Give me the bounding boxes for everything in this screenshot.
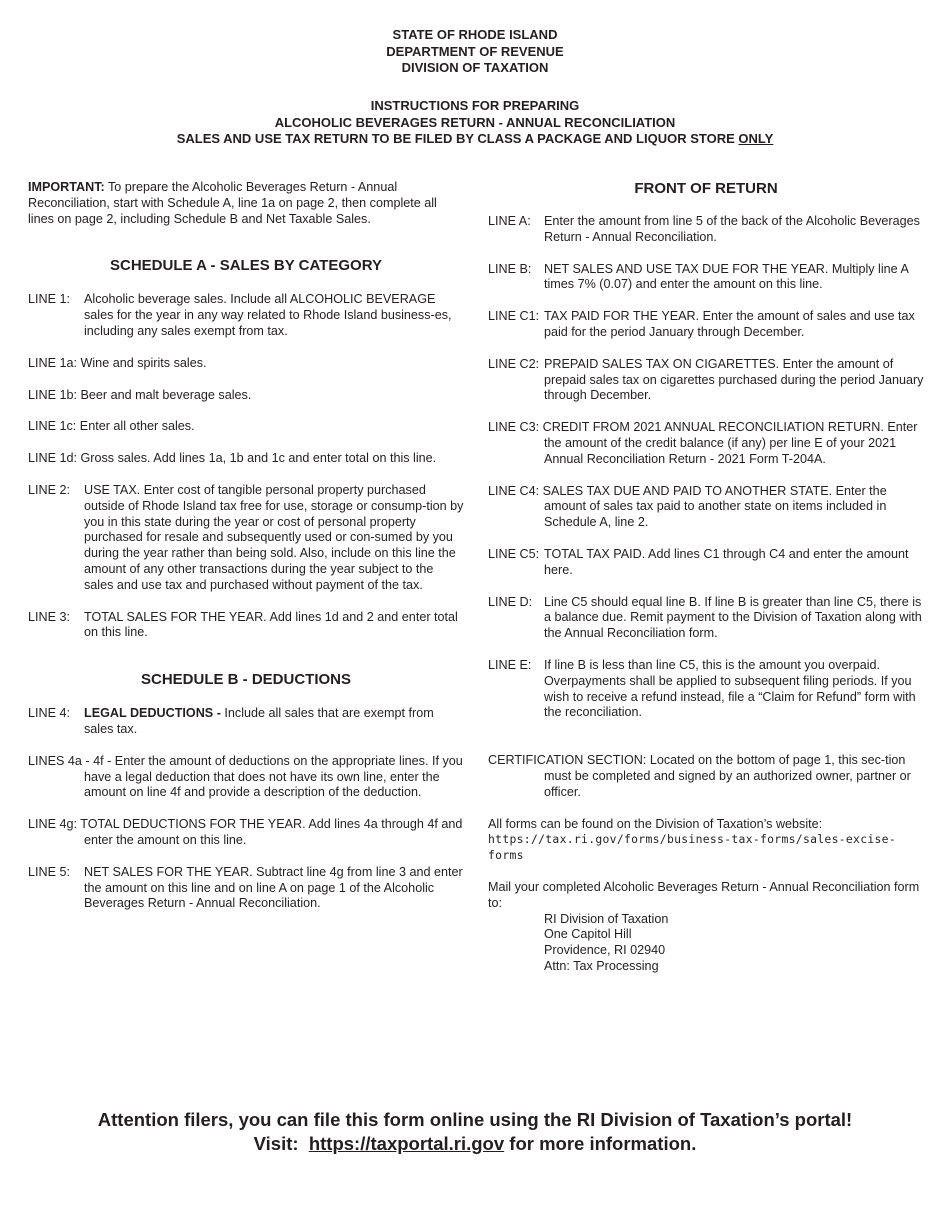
front-of-return-title: FRONT OF RETURN [634,180,778,197]
schedule-a-line-1a: LINE 1a: Wine and spirits sales. [28,355,207,370]
line-5-label: LINE 5: [28,864,70,879]
line-4-text [84,706,464,738]
mail-address-line-1: RI Division of Taxation [544,911,669,926]
front-line-a [488,214,924,246]
forms-note: All forms can be found on the Division of Taxation’s website: [488,816,823,831]
line-c5-text: TOTAL TAX PAID. Add lines C1 through C4 and enter the amount here. [544,546,909,577]
line-c2-text: PREPAID SALES TAX ON CIGARETTES. Enter the amount of prepaid sales tax on cigarettes purchased during the period January through December. [544,356,924,403]
title-line-1: INSTRUCTIONS FOR PREPARING [370,98,580,113]
line-5-text: NET SALES FOR THE YEAR. Subtract line 4g from line 3 and enter the amount on this line and on line A on page 1 of the Alcoholic Beverages Return - Annual Reconciliation. [84,864,463,911]
schedule-b-line-4 [28,706,464,738]
important-note [28,180,464,227]
line-3-label: LINE 3: [28,609,70,624]
title-only-underlined: ONLY [738,131,774,146]
line-c1-label: LINE C1: [488,309,540,324]
line-d-label: LINE D: [488,594,533,609]
line-b-label: LINE B: [488,261,532,276]
agency-division: DIVISION OF TAXATION [401,60,549,75]
front-line-e [488,658,924,721]
front-line-c3: LINE C3: CREDIT FROM 2021 ANNUAL RECONCILIATION RETURN. Enter the amount of the credit balance (if any) per line E of your 2021 Annual Reconciliation Return - 2021 Form T-204A. [488,420,918,466]
document-header [0,27,950,77]
footer-visit [0,1132,950,1156]
line-4-body: Include all sales that are exempt from sales tax. [84,706,434,736]
schedule-a-line-2 [28,483,464,594]
schedule-a-line-1b: LINE 1b: Beer and malt beverage sales. [28,387,252,402]
taxportal-link[interactable]: https://taxportal.ri.gov [308,1132,505,1154]
line-a-label: LINE A: [488,214,531,228]
footer-visit-suffix: for more information. [504,1132,697,1154]
schedule-a-line-1d: LINE 1d: Gross sales. Add lines 1a, 1b and 1c and enter total on this line. [28,451,437,466]
line-c2-label: LINE C2: [488,356,540,371]
line-3-text: TOTAL SALES FOR THE YEAR. Add lines 1d and 2 and enter total on this line. [84,609,458,640]
line-1-label: LINE 1: [28,292,70,307]
line-1-text: Alcoholic beverage sales. Include all ALCOHOLIC BEVERAGE sales for the year in any way related to Rhode Island business-es, including any sales exempt from tax. [84,292,452,338]
agency-state: STATE OF RHODE ISLAND [392,27,558,42]
right-column [488,180,924,975]
title-line-3 [0,131,950,148]
forms-url[interactable]: https://tax.ri.gov/forms/business-tax-forms/sales-excise-forms [488,832,896,863]
mail-address-line-4: Attn: Tax Processing [544,958,659,973]
mail-instructions: Mail your completed Alcoholic Beverages Return - Annual Reconciliation form to: [488,879,920,910]
schedule-a-line-1 [28,292,464,339]
online-filing-notice [0,1108,950,1155]
schedule-b-line-5 [28,865,464,912]
title-line-2: ALCOHOLIC BEVERAGES RETURN - ANNUAL RECONCILIATION [274,114,676,130]
line-b-text: NET SALES AND USE TAX DUE FOR THE YEAR. Multiply line A times 7% (0.07) and enter the amount on this line. [544,261,909,292]
schedule-a-title: SCHEDULE A - SALES BY CATEGORY [110,257,382,275]
line-2-label: LINE 2: [28,482,70,497]
front-line-c1 [488,309,924,341]
front-line-d [488,595,924,642]
important-text: To prepare the Alcoholic Beverages Return - Annual Reconciliation, start with Schedule A, line 1a on page 2, then complete all lines on page 2, including Schedule B and Net Taxable Sales. [28,180,437,226]
line-e-label: LINE E: [488,657,532,672]
front-line-c4: LINE C4: SALES TAX DUE AND PAID TO ANOTHER STATE. Enter the amount of sales tax paid to another state on items included in Schedule A, line 2. [488,483,887,530]
document-title [0,98,950,148]
left-column [28,180,464,912]
title-line-3-prefix: SALES AND USE TAX RETURN TO BE FILED BY CLASS A PACKAGE AND LIQUOR STORE [176,131,739,146]
front-line-b [488,262,924,294]
important-label: IMPORTANT: [28,180,105,194]
line-d-text: Line C5 should equal line B. If line B is greater than line C5, there is a balance due. Remit payment to the Division of Taxation along with the Annual Reconciliation form. [544,594,922,641]
mail-address-line-2: One Capitol Hill [544,927,632,942]
line-a-text: Enter the amount from line 5 of the back of the Alcoholic Beverages Return - Annual Reconciliation. [544,214,920,244]
line-2-text: USE TAX. Enter cost of tangible personal property purchased outside of Rhode Island tax free for use, storage or consump-tion by you in this state during the year or cost of personal property purchased for resale and subsequently used or con-sumed by you during the year rather than being sold. Also, include on this line the amount of any other transactions during the year subject to the sales and use tax and purchased without payment of the tax. [84,482,464,592]
front-line-c5 [488,547,924,579]
schedule-b-lines-4a-4f: LINES 4a - 4f - Enter the amount of deductions on the appropriate lines. If you have a legal deduction that does not have its own line, enter the amount on line 4f and provide a description of the deduction. [28,753,463,800]
schedule-b-line-4g: LINE 4g: TOTAL DEDUCTIONS FOR THE YEAR. Add lines 4a through 4f and enter the amount on this line. [28,817,463,847]
line-4-label: LINE 4: [28,706,70,721]
line-c5-label: LINE C5: [488,546,540,561]
mail-address [488,912,924,975]
agency-department: DEPARTMENT OF REVENUE [386,43,564,59]
front-line-c2 [488,357,924,404]
schedule-a-line-1c: LINE 1c: Enter all other sales. [28,419,195,434]
footer-visit-label: Visit: [253,1132,309,1154]
footer-attention: Attention filers, you can file this form online using the RI Division of Taxation’s portal! [97,1109,853,1130]
line-4-bold: LEGAL DEDUCTIONS - [84,706,225,721]
mail-address-line-3: Providence, RI 02940 [544,943,666,958]
line-e-text: If line B is less than line C5, this is the amount you overpaid. Overpayments shall be applied to subsequent filing periods. If you wish to receive a refund instead, file a “Claim for Refund” form with the reconciliation. [544,657,916,720]
schedule-b-title: SCHEDULE B - DEDUCTIONS [140,671,351,689]
schedule-a-line-3 [28,610,464,642]
certification-section: CERTIFICATION SECTION: Located on the bottom of page 1, this sec-tion must be completed and signed by an authorized owner, partner or officer. [488,753,911,799]
line-c1-text: TAX PAID FOR THE YEAR. Enter the amount of sales and use tax paid for the period January through December. [544,309,915,339]
